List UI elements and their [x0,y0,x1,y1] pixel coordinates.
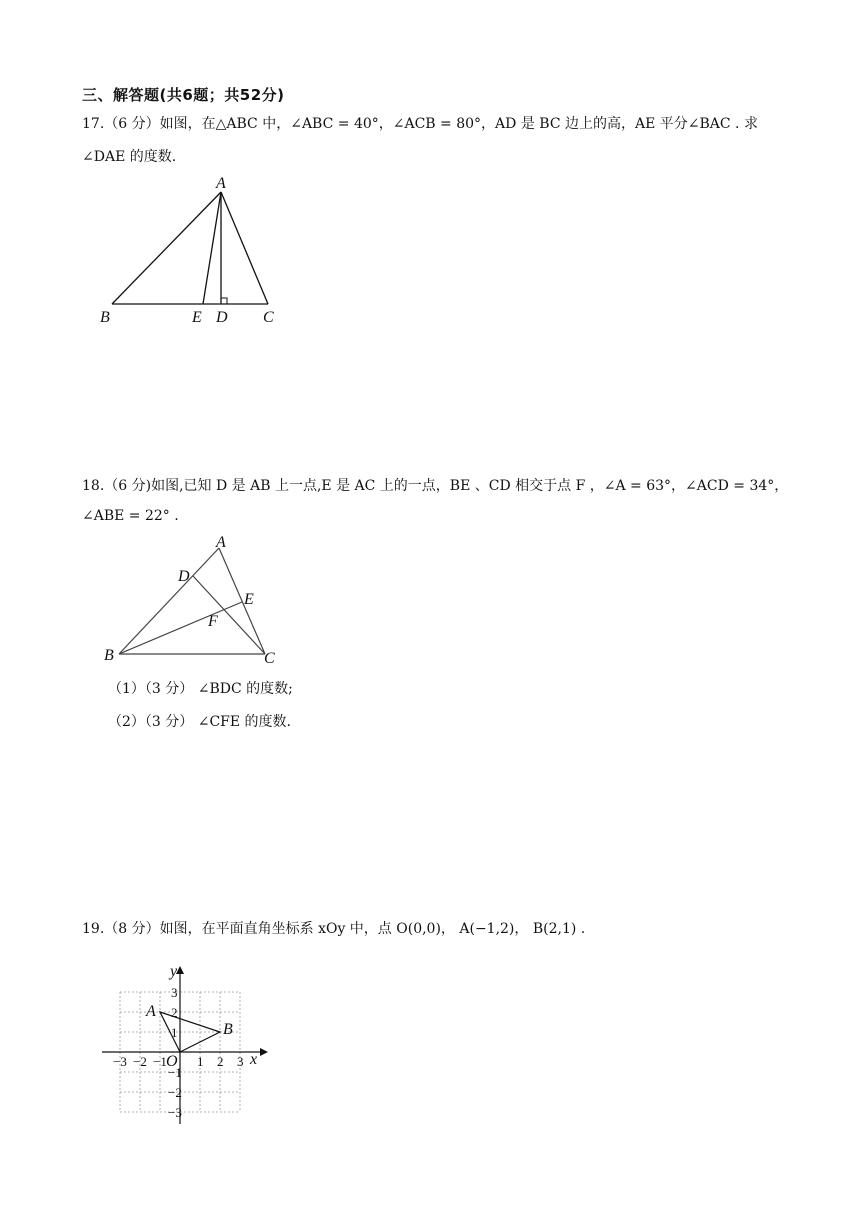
q18-triangle-figure [95,532,295,672]
q18-label-a: A [216,534,226,551]
q17-triangle-figure [90,170,320,330]
q18-line1: 18.（6 分)如图,已知 D 是 AB 上一点,E 是 AC 上的一点，BE 、CD 相交于点 F ，∠A = 63°，∠ACD = 34°， [82,478,789,494]
q18-sub1: （1）（3 分） ∠BDC 的度数; [108,681,293,697]
q18-label-b: B [104,647,114,664]
q19-y-arrow [176,966,184,974]
q17-right-angle-mark [221,298,227,304]
q19-label-b: B [223,1021,233,1038]
q18-label-f: F [208,613,218,630]
q19-x-arrow [260,1048,268,1056]
q17-label-e: E [192,309,202,326]
q19-axis-x-label: x [250,1051,258,1068]
q17-label-b: B [100,309,110,326]
q19-y-tick-label: 1 [171,1025,178,1040]
q17-label-d: D [216,309,228,326]
q19-x-tick-label: 1 [197,1054,204,1069]
q17-line2: ∠DAE 的度数. [82,149,177,165]
q18-line2: ∠ABE = 22° . [82,508,179,524]
q18-label-e: E [244,591,254,608]
q19-coordinate-figure [98,960,268,1130]
q17-side-ab [112,192,221,304]
q17-side-ac [221,192,268,304]
q19-x-tick-label: 3 [237,1054,244,1069]
q18-side-ab [119,548,219,654]
q19-label-o: O [166,1053,178,1070]
q19-line1: 19.（8 分）如图，在平面直角坐标系 xOy 中，点 O(0,0)， A(−1,2)， B(2,1) . [82,921,586,937]
q17-line1: 17.（6 分）如图，在△ABC 中，∠ABC = 40°，∠ACB = 80°，AD 是 BC 边上的高，AE 平分∠BAC . 求 [82,116,758,132]
q18-sub2: （2）（3 分） ∠CFE 的度数. [108,714,291,730]
q17-bisector-ae [203,192,221,304]
q18-label-d: D [178,568,190,585]
q19-x-tick-label: −2 [133,1054,147,1069]
q19-x-tick-label: −3 [113,1054,127,1069]
q17-label-a: A [216,175,226,192]
q19-y-tick-label: −2 [168,1085,182,1100]
section-title: 三、解答题(共6题；共52分) [82,86,285,104]
q18-side-ac [219,548,265,654]
q19-x-tick-label: 2 [217,1054,224,1069]
q19-axis-y-label: y [170,963,178,980]
q19-label-a: A [146,1003,156,1020]
q19-x-tick-label: −1 [153,1054,167,1069]
q19-y-tick-label: 2 [171,1005,178,1020]
q18-segment-cd [193,576,265,654]
q18-label-c: C [264,650,275,667]
q19-y-tick-label: 3 [171,985,178,1000]
q19-y-tick-label: −3 [168,1105,182,1120]
q19-y-tick-label: −1 [168,1065,182,1080]
q17-label-c: C [263,309,274,326]
